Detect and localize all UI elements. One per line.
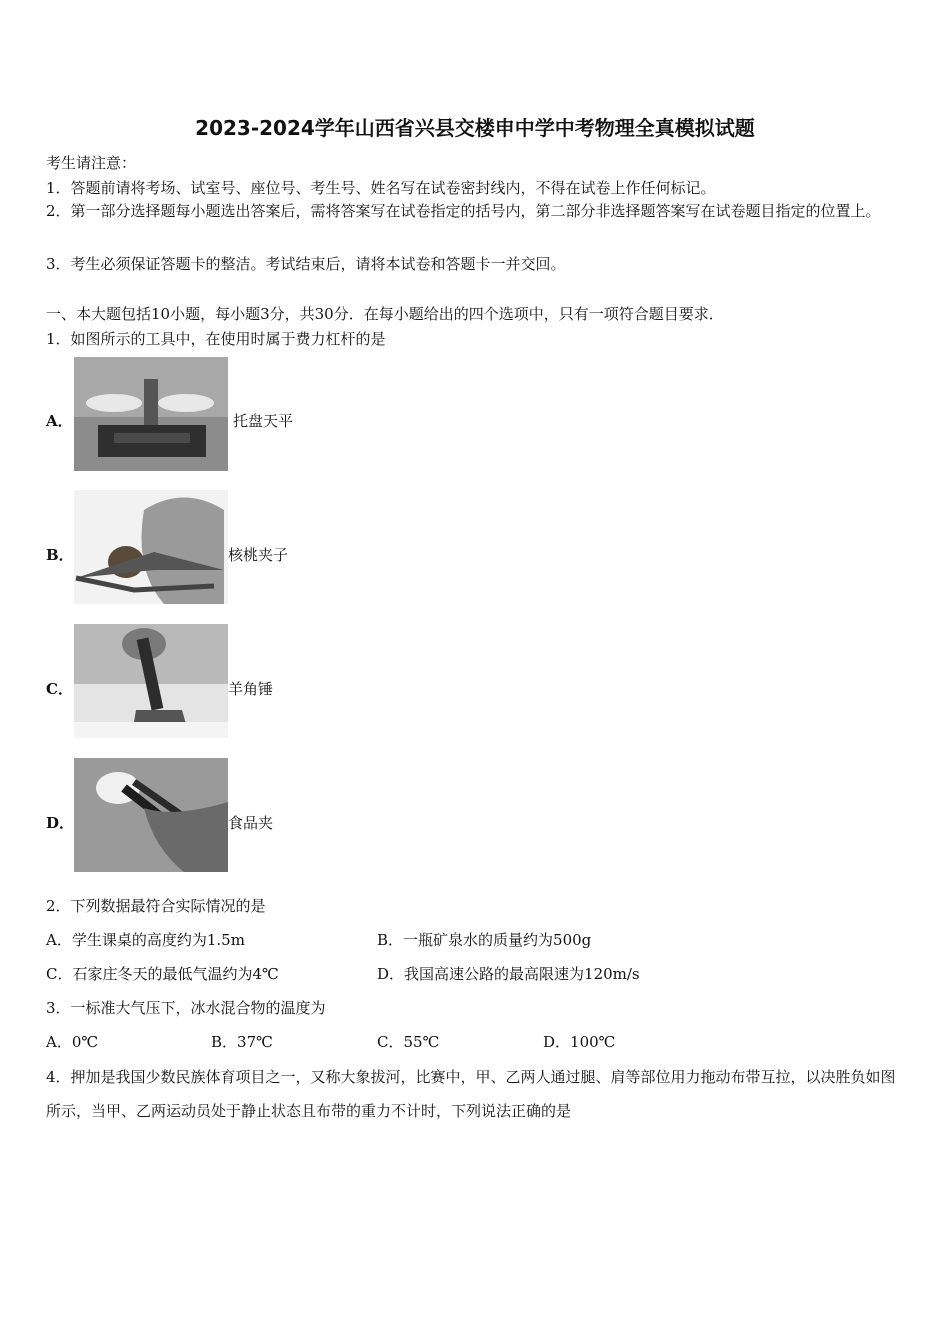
q1-option-a-caption: 托盘天平 bbox=[233, 412, 294, 430]
notice-item-3: 3．考生必须保证答题卡的整洁。考试结束后，请将本试卷和答题卡一并交回。 bbox=[46, 255, 566, 273]
q2-option-a: A．学生课桌的高度约为1.5m bbox=[46, 931, 245, 949]
q1-option-d-label: D． bbox=[46, 814, 75, 832]
q1-option-d-caption: 食品夹 bbox=[228, 814, 274, 832]
food-tongs-photo-icon bbox=[74, 758, 228, 872]
section-1-instructions: 一、本大题包括10小题，每小题3分，共30分．在每小题给出的四个选项中，只有一项符合题目要求． bbox=[46, 305, 724, 323]
q1-option-b-caption: 核桃夹子 bbox=[228, 546, 289, 564]
notice-item-2: 2．第一部分选择题每小题选出答案后，需将答案写在试卷指定的括号内，第二部分非选择题答案写在试卷题目指定的位置上。 bbox=[46, 202, 881, 220]
notice-item-1: 1．答题前请将考场、试室号、座位号、考生号、姓名写在试卷密封线内，不得在试卷上作任何标记。 bbox=[46, 179, 716, 197]
q2-option-b: B．一瓶矿泉水的质量约为500g bbox=[377, 931, 592, 949]
nutcracker-photo-icon bbox=[74, 490, 228, 604]
q1-option-b-label: B． bbox=[46, 546, 74, 564]
q2-stem: 2．下列数据最符合实际情况的是 bbox=[46, 897, 266, 915]
q3-option-a: A．0℃ bbox=[46, 1033, 99, 1051]
q1-option-a-label: A． bbox=[46, 412, 73, 430]
q3-option-c: C．55℃ bbox=[377, 1033, 440, 1051]
q1-option-c-caption: 羊角锤 bbox=[228, 680, 274, 698]
q3-stem: 3．一标准大气压下，冰水混合物的温度为 bbox=[46, 999, 326, 1017]
q3-option-d: D．100℃ bbox=[543, 1033, 616, 1051]
q4-stem: 4．押加是我国少数民族体育项目之一，又称大象拔河，比赛中，甲、乙两人通过腿、肩等部位用力拖动布带互拉，以决胜负如图所示，当甲、乙两运动员处于静止状态且布带的重力不计时，下列说法正确的是 bbox=[46, 1068, 896, 1120]
q1-option-c-label: C． bbox=[46, 680, 73, 698]
q1-stem: 1．如图所示的工具中，在使用时属于费力杠杆的是 bbox=[46, 330, 386, 348]
q3-option-b: B．37℃ bbox=[211, 1033, 273, 1051]
q2-option-c: C．石家庄冬天的最低气温约为4℃ bbox=[46, 965, 279, 983]
notice-heading: 考生请注意： bbox=[46, 154, 137, 172]
q2-option-d: D．我国高速公路的最高限速为120m/s bbox=[377, 965, 640, 983]
balance-scale-photo-icon bbox=[74, 357, 228, 471]
claw-hammer-photo-icon bbox=[74, 624, 228, 738]
exam-title: 2023-2024学年山西省兴县交楼申中学中考物理全真模拟试题 bbox=[195, 116, 755, 140]
